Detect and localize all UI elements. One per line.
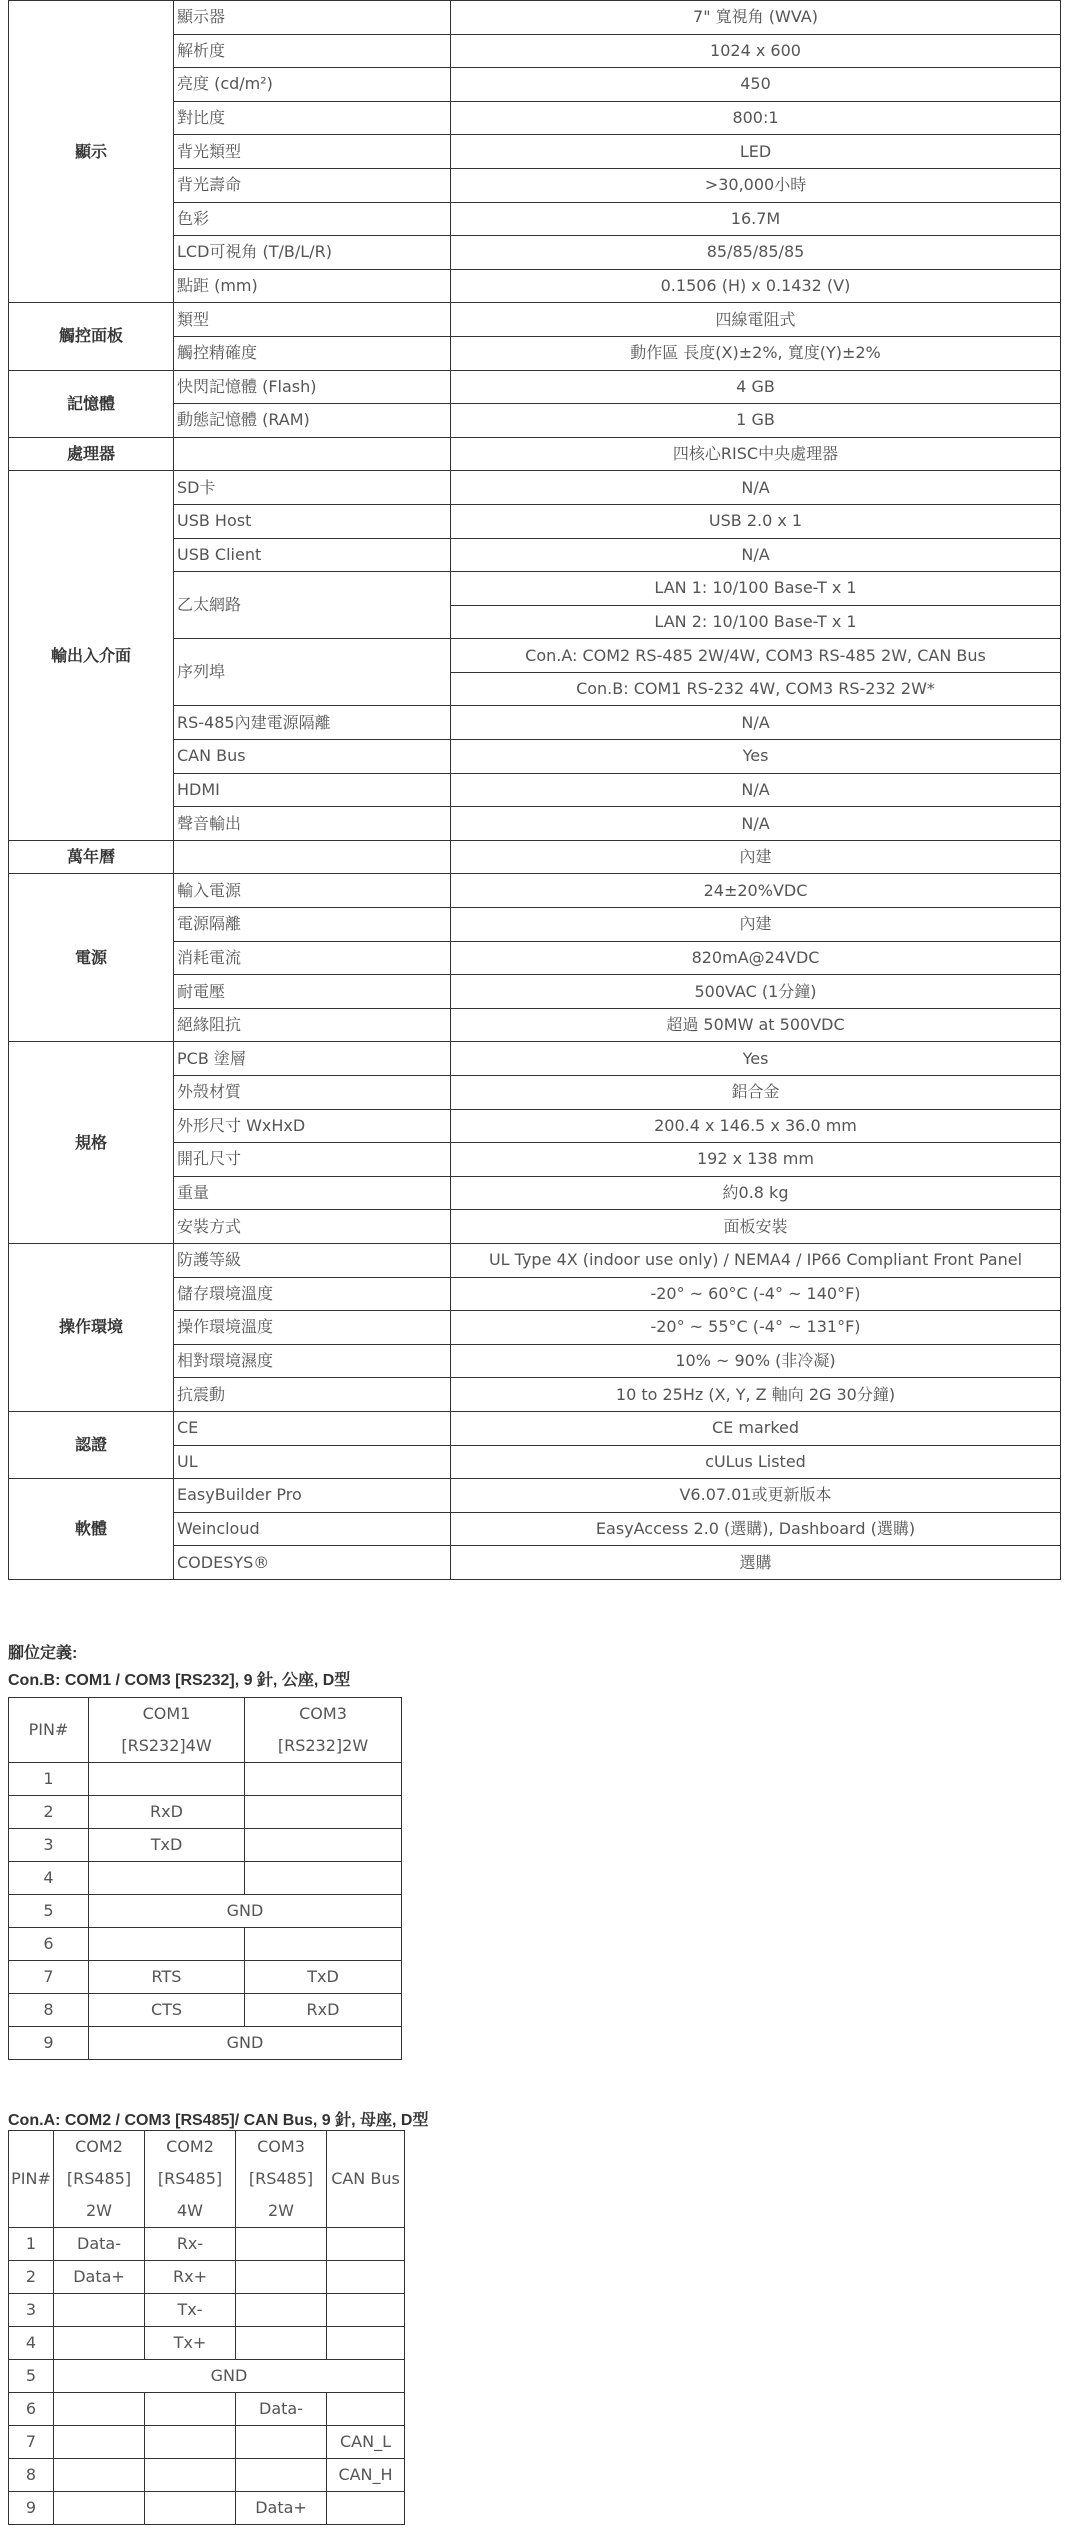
pin-signal <box>54 2492 145 2525</box>
pin-signal <box>89 1862 245 1895</box>
pin-header-cell <box>245 1698 402 1763</box>
pin-header-line: PIN# <box>28 1720 69 1739</box>
pin-header-line: [RS232]2W <box>277 1736 369 1755</box>
spec-item-label: 色彩 <box>174 202 451 236</box>
spec-value: 1 GB <box>451 404 1061 438</box>
pin-row <box>9 2327 405 2360</box>
spec-item-label: 解析度 <box>174 34 451 68</box>
spec-value: EasyAccess 2.0 (選購), Dashboard (選購) <box>451 1512 1061 1546</box>
spec-item-label: USB Client <box>174 538 451 572</box>
pin-number: 1 <box>9 1763 89 1796</box>
spec-group-label: 萬年曆 <box>9 840 174 874</box>
spec-item-label: 防護等級 <box>174 1243 451 1277</box>
spec-value: 200.4 x 146.5 x 36.0 mm <box>451 1109 1061 1143</box>
pin-row <box>9 2459 405 2492</box>
pin-number: 4 <box>9 1862 89 1895</box>
pin-number: 1 <box>9 2228 54 2261</box>
spec-value: >30,000小時 <box>451 168 1061 202</box>
pin-signal <box>54 2426 145 2459</box>
spec-value: 820mA@24VDC <box>451 941 1061 975</box>
pin-header-cell <box>9 1698 89 1763</box>
spec-group-label: 認證 <box>9 1411 174 1478</box>
spec-table <box>8 0 1061 1580</box>
spec-item-label: CAN Bus <box>174 740 451 774</box>
pin-row <box>9 2360 405 2393</box>
pin-row <box>9 2393 405 2426</box>
pin-signal: RTS <box>89 1961 245 1994</box>
spec-item-label: 輸入電源 <box>174 874 451 908</box>
pin-number: 4 <box>9 2327 54 2360</box>
pin-signal: Data- <box>236 2393 327 2426</box>
pin-header-line: [RS485] <box>248 2169 314 2188</box>
spec-row <box>9 874 1061 908</box>
pin-number: 8 <box>9 1994 89 2027</box>
pin-signal <box>54 2393 145 2426</box>
pin-signal <box>327 2294 405 2327</box>
spec-row <box>9 1411 1061 1445</box>
spec-value: 800:1 <box>451 101 1061 135</box>
spec-value: 約0.8 kg <box>451 1176 1061 1210</box>
pin-signal <box>327 2261 405 2294</box>
pin-header-cell <box>327 2131 405 2228</box>
spec-value: -20° ~ 55°C (-4° ~ 131°F) <box>451 1311 1061 1345</box>
pin-signal: Rx- <box>145 2228 236 2261</box>
pin-signal <box>245 1829 402 1862</box>
spec-value: N/A <box>451 807 1061 841</box>
spec-item-label: 亮度 (cd/m²) <box>174 68 451 102</box>
pin-header-cell <box>89 1698 245 1763</box>
pin-signal: RxD <box>245 1994 402 2027</box>
spec-item-label: 動態記憶體 (RAM) <box>174 404 451 438</box>
pin-signal <box>327 2492 405 2525</box>
spec-group-label: 規格 <box>9 1042 174 1244</box>
spec-value: -20° ~ 60°C (-4° ~ 140°F) <box>451 1277 1061 1311</box>
pin-header-cell <box>54 2131 145 2228</box>
spec-value: LED <box>451 135 1061 169</box>
spec-row <box>9 1 1061 35</box>
pin-signal <box>245 1862 402 1895</box>
spec-item-label: 外形尺寸 WxHxD <box>174 1109 451 1143</box>
spec-value: 450 <box>451 68 1061 102</box>
pin-signal <box>54 2327 145 2360</box>
pin-row <box>9 1961 402 1994</box>
spec-value: 4 GB <box>451 370 1061 404</box>
spec-value: 10% ~ 90% (非冷凝) <box>451 1344 1061 1378</box>
pin-row <box>9 2228 405 2261</box>
spec-item-label: 消耗電流 <box>174 941 451 975</box>
con-b-title: Con.B: COM1 / COM3 [RS232], 9 針, 公座, D型 <box>8 1672 351 1689</box>
pin-header-line: [RS485] <box>157 2169 223 2188</box>
spec-item-label: RS-485內建電源隔離 <box>174 706 451 740</box>
spec-value: 內建 <box>451 908 1061 942</box>
spec-group-label: 顯示 <box>9 1 174 303</box>
pin-header-cell <box>9 2131 54 2228</box>
spec-item-label: SD卡 <box>174 471 451 505</box>
spec-value: Con.A: COM2 RS-485 2W/4W, COM3 RS-485 2W, CAN Bus <box>451 639 1061 673</box>
spec-group-label: 操作環境 <box>9 1243 174 1411</box>
spec-value: 四線電阻式 <box>451 303 1061 337</box>
spec-value: 動作區 長度(X)±2%, 寬度(Y)±2% <box>451 336 1061 370</box>
spec-value: cULus Listed <box>451 1445 1061 1479</box>
pin-header-line: CAN Bus <box>331 2169 400 2188</box>
spec-item-label: 電源隔離 <box>174 908 451 942</box>
spec-value: CE marked <box>451 1411 1061 1445</box>
spec-value: UL Type 4X (indoor use only) / NEMA4 / IP66 Compliant Front Panel <box>451 1243 1061 1277</box>
spec-item-label: 乙太網路 <box>174 572 451 639</box>
spec-item-label: 背光壽命 <box>174 168 451 202</box>
pin-signal: CAN_H <box>327 2459 405 2492</box>
pin-signal <box>327 2327 405 2360</box>
pin-signal: CAN_L <box>327 2426 405 2459</box>
pin-signal <box>236 2294 327 2327</box>
spec-item-label: USB Host <box>174 504 451 538</box>
spec-item-label: 序列埠 <box>174 639 451 706</box>
spec-value: N/A <box>451 706 1061 740</box>
pin-number: 2 <box>9 1796 89 1829</box>
pin-row <box>9 2027 402 2060</box>
pin-header-line: 2W <box>86 2201 112 2220</box>
pin-row <box>9 2426 405 2459</box>
spec-value: 鋁合金 <box>451 1076 1061 1110</box>
pin-row <box>9 1994 402 2027</box>
spec-value: LAN 1: 10/100 Base-T x 1 <box>451 572 1061 606</box>
spec-row <box>9 1479 1061 1513</box>
spec-item-label: 快閃記憶體 (Flash) <box>174 370 451 404</box>
pin-signal <box>327 2393 405 2426</box>
spec-value: V6.07.01或更新版本 <box>451 1479 1061 1513</box>
pin-section-title: 腳位定義: <box>8 1645 78 1662</box>
pin-header-row <box>9 2131 405 2228</box>
pin-row <box>9 1895 402 1928</box>
pin-signal: TxD <box>245 1961 402 1994</box>
spec-value: 500VAC (1分鐘) <box>451 975 1061 1009</box>
pin-signal <box>327 2228 405 2261</box>
spec-value: 10 to 25Hz (X, Y, Z 軸向 2G 30分鐘) <box>451 1378 1061 1412</box>
pin-number: 2 <box>9 2261 54 2294</box>
pin-signal: TxD <box>89 1829 245 1862</box>
spec-item-label: 安裝方式 <box>174 1210 451 1244</box>
pin-signal <box>245 1928 402 1961</box>
spec-group-label: 輸出入介面 <box>9 471 174 841</box>
spec-item-label: CE <box>174 1411 451 1445</box>
pin-signal <box>54 2294 145 2327</box>
pin-signal: Data+ <box>236 2492 327 2525</box>
pin-header-row <box>9 1698 402 1763</box>
pin-signal <box>236 2327 327 2360</box>
pin-signal: RxD <box>89 1796 245 1829</box>
spec-item-label <box>174 437 451 471</box>
pin-signal <box>145 2459 236 2492</box>
spec-item-label: LCD可視角 (T/B/L/R) <box>174 236 451 270</box>
pin-header-line: [RS485] <box>66 2169 132 2188</box>
spec-value: USB 2.0 x 1 <box>451 504 1061 538</box>
pin-number: 7 <box>9 2426 54 2459</box>
spec-item-label: 開孔尺寸 <box>174 1143 451 1177</box>
spec-item-label: 儲存環境溫度 <box>174 1277 451 1311</box>
spec-row <box>9 1243 1061 1277</box>
spec-item-label: 顯示器 <box>174 1 451 35</box>
spec-group-label: 電源 <box>9 874 174 1042</box>
spec-item-label: 觸控精確度 <box>174 336 451 370</box>
spec-row <box>9 370 1061 404</box>
pin-number: 7 <box>9 1961 89 1994</box>
spec-item-label: 重量 <box>174 1176 451 1210</box>
pin-signal <box>236 2459 327 2492</box>
spec-value: LAN 2: 10/100 Base-T x 1 <box>451 605 1061 639</box>
pin-header-cell <box>236 2131 327 2228</box>
spec-value: 1024 x 600 <box>451 34 1061 68</box>
pin-number: 6 <box>9 2393 54 2426</box>
spec-item-label: UL <box>174 1445 451 1479</box>
spec-item-label: PCB 塗層 <box>174 1042 451 1076</box>
pin-signal <box>54 2459 145 2492</box>
pin-header-cell <box>145 2131 236 2228</box>
spec-value: N/A <box>451 773 1061 807</box>
spec-item-label: EasyBuilder Pro <box>174 1479 451 1513</box>
pin-signal: Data+ <box>54 2261 145 2294</box>
spec-item-label: 抗震動 <box>174 1378 451 1412</box>
pin-row <box>9 1862 402 1895</box>
pin-header-line: COM1 <box>142 1704 191 1723</box>
pin-row <box>9 1796 402 1829</box>
pin-row <box>9 1829 402 1862</box>
spec-group-label: 觸控面板 <box>9 303 174 370</box>
spec-item-label: 絕緣阻抗 <box>174 1008 451 1042</box>
spec-value: 24±20%VDC <box>451 874 1061 908</box>
spec-row <box>9 840 1061 874</box>
pin-number: 9 <box>9 2492 54 2525</box>
pin-signal <box>245 1763 402 1796</box>
pin-signal-gnd: GND <box>89 1895 402 1928</box>
spec-item-label <box>174 840 451 874</box>
spec-row <box>9 471 1061 505</box>
pin-number: 5 <box>9 2360 54 2393</box>
con-a-title: Con.A: COM2 / COM3 [RS485]/ CAN Bus, 9 針, 母座, D型 <box>8 2112 429 2129</box>
pin-header-line: 4W <box>177 2201 203 2220</box>
pin-header-line: COM3 <box>299 1704 347 1723</box>
spec-value: Con.B: COM1 RS-232 4W, COM3 RS-232 2W* <box>451 672 1061 706</box>
spec-item-label: 外殼材質 <box>174 1076 451 1110</box>
pin-signal <box>145 2492 236 2525</box>
pin-row <box>9 1928 402 1961</box>
spec-row <box>9 303 1061 337</box>
spec-value: Yes <box>451 740 1061 774</box>
spec-value: 超過 50MW at 500VDC <box>451 1008 1061 1042</box>
pin-signal: Data- <box>54 2228 145 2261</box>
spec-item-label: 背光類型 <box>174 135 451 169</box>
pin-number: 6 <box>9 1928 89 1961</box>
pin-header-line: 2W <box>268 2201 294 2220</box>
pin-number: 3 <box>9 2294 54 2327</box>
pin-signal <box>245 1796 402 1829</box>
con-a-pin-table <box>8 2130 405 2525</box>
pin-signal <box>236 2426 327 2459</box>
spec-item-label: 點距 (mm) <box>174 269 451 303</box>
spec-item-label: 操作環境溫度 <box>174 1311 451 1345</box>
pin-number: 9 <box>9 2027 89 2060</box>
spec-value: 面板安裝 <box>451 1210 1061 1244</box>
spec-value: 內建 <box>451 840 1061 874</box>
spec-group-label: 記憶體 <box>9 370 174 437</box>
spec-item-label: 耐電壓 <box>174 975 451 1009</box>
pin-number: 5 <box>9 1895 89 1928</box>
spec-value: 85/85/85/85 <box>451 236 1061 270</box>
spec-group-label: 處理器 <box>9 437 174 471</box>
pin-signal-gnd: GND <box>89 2027 402 2060</box>
spec-item-label: CODESYS® <box>174 1546 451 1580</box>
pin-row <box>9 2492 405 2525</box>
spec-value: N/A <box>451 538 1061 572</box>
spec-item-label: 對比度 <box>174 101 451 135</box>
pin-signal <box>145 2426 236 2459</box>
spec-item-label: Weincloud <box>174 1512 451 1546</box>
con-b-pin-table <box>8 1697 402 2060</box>
pin-row <box>9 1763 402 1796</box>
spec-item-label: HDMI <box>174 773 451 807</box>
pin-signal <box>89 1928 245 1961</box>
spec-value: 0.1506 (H) x 0.1432 (V) <box>451 269 1061 303</box>
spec-group-label: 軟體 <box>9 1479 174 1580</box>
pin-header-line: [RS232]4W <box>121 1736 212 1755</box>
pin-header-line: COM2 <box>75 2137 123 2156</box>
pin-signal: Rx+ <box>145 2261 236 2294</box>
pin-signal: Tx- <box>145 2294 236 2327</box>
pin-signal-gnd: GND <box>54 2360 405 2393</box>
pin-header-line: COM3 <box>257 2137 305 2156</box>
pin-header-line: PIN# <box>11 2169 51 2188</box>
spec-item-label: 聲音輸出 <box>174 807 451 841</box>
spec-value: 192 x 138 mm <box>451 1143 1061 1177</box>
pin-signal <box>236 2261 327 2294</box>
spec-value: Yes <box>451 1042 1061 1076</box>
spec-value: 選購 <box>451 1546 1061 1580</box>
pin-signal: CTS <box>89 1994 245 2027</box>
pin-signal <box>89 1763 245 1796</box>
spec-value: 7" 寬視角 (WVA) <box>451 1 1061 35</box>
pin-number: 8 <box>9 2459 54 2492</box>
pin-signal <box>145 2393 236 2426</box>
spec-value: N/A <box>451 471 1061 505</box>
spec-item-label: 類型 <box>174 303 451 337</box>
pin-header-line: COM2 <box>166 2137 214 2156</box>
pin-row <box>9 2294 405 2327</box>
pin-number: 3 <box>9 1829 89 1862</box>
spec-value: 四核心RISC中央處理器 <box>451 437 1061 471</box>
spec-row <box>9 437 1061 471</box>
pin-signal <box>236 2228 327 2261</box>
spec-value: 16.7M <box>451 202 1061 236</box>
pin-signal: Tx+ <box>145 2327 236 2360</box>
spec-item-label: 相對環境濕度 <box>174 1344 451 1378</box>
spec-row <box>9 1042 1061 1076</box>
pin-row <box>9 2261 405 2294</box>
